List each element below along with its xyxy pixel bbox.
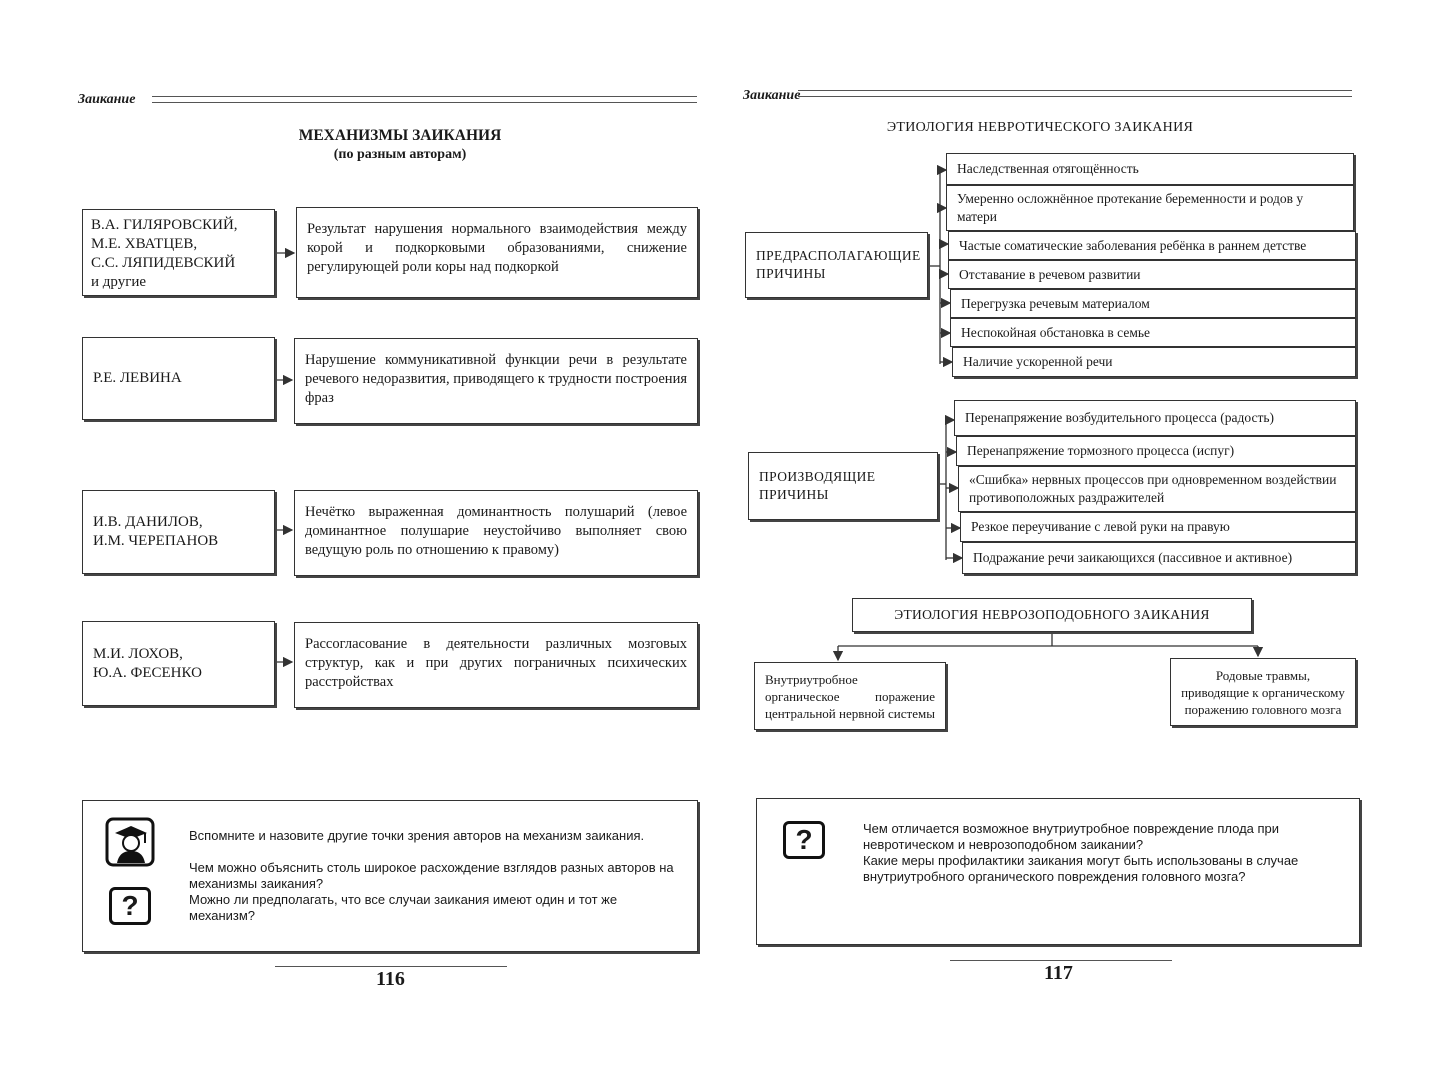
right-header-rule [798, 90, 1352, 97]
mechanism-box-2: Нарушение коммуникативной функции речи в результате речевого недоразвития, приводящего к трудности построения фраз [294, 338, 698, 424]
left-running-header: Заикание [78, 92, 136, 107]
predisposing-item-7: Наличие ускоренной речи [952, 347, 1356, 377]
producing-item-2: Перенапряжение тормозного процесса (испуг) [956, 436, 1356, 466]
author-3-text: И.В. ДАНИЛОВ, И.М. ЧЕРЕПАНОВ [93, 514, 219, 549]
left-page-number: 116 [376, 968, 405, 990]
predisposing-label-box: ПРЕДРАСПОЛАГАЮЩИЕ ПРИЧИНЫ [745, 232, 928, 298]
author-4-text: М.И. ЛОХОВ, Ю.А. ФЕСЕНКО [93, 645, 202, 681]
author-box-4 [82, 621, 275, 706]
predisposing-item-5: Перегрузка речевым материалом [950, 289, 1356, 318]
left-question-box [82, 800, 698, 952]
producing-item-4: Резкое переучивание с левой руки на правую [960, 512, 1356, 542]
right-page-number: 117 [1044, 962, 1073, 984]
neurosis-title-box: ЭТИОЛОГИЯ НЕВРОЗОПОДОБНОГО ЗАИКАНИЯ [852, 598, 1252, 632]
predisposing-item-3: Частые соматические заболевания ребёнка в раннем детстве [948, 231, 1356, 260]
author-box-3 [82, 490, 275, 574]
right-pagenum-rule [950, 960, 1172, 961]
question-mark-icon: ? [783, 821, 825, 859]
producing-item-5: Подражание речи заикающихся (пассивное и активное) [962, 542, 1356, 574]
mechanism-box-3: Нечётко выраженная доминантность полушарий (левое доминантное полушарие неустойчиво выполняет свою ведущую роль по отношению к правому) [294, 490, 698, 576]
left-pagenum-rule [275, 966, 507, 967]
neurosis-left-box: Внутриутробное органическое поражение центральной нервной системы [754, 662, 946, 730]
left-title: МЕХАНИЗМЫ ЗАИКАНИЯ [298, 127, 502, 144]
predisposing-item-1: Наследственная отягощённость [946, 153, 1354, 185]
mechanism-box-4: Рассогласование в деятельности различных мозговых структур, как и при других пограничных психических расстройствах [294, 622, 698, 708]
right-title: ЭТИОЛОГИЯ НЕВРОТИЧЕСКОГО ЗАИКАНИЯ [886, 120, 1194, 135]
predisposing-item-4: Отставание в речевом развитии [948, 260, 1356, 289]
author-box-2 [82, 337, 275, 420]
author-2-text: Р.Е. ЛЕВИНА [93, 370, 182, 386]
left-header-rule [152, 96, 697, 103]
neurosis-right-box: Родовые травмы, приводящие к органическому поражению головного мозга [1170, 658, 1356, 726]
left-question-text: Вспомните и назовите другие точки зрения авторов на механизм заикания. Чем можно объяснить столь широкое расхождение взглядов разных авторов на механизмы заикания? Можно ли предполагать, что все случаи заикания имеют один и тот же механизм? [189, 828, 674, 923]
scholar-head-icon [105, 817, 155, 867]
producing-label-box: ПРОИЗВОДЯЩИЕ ПРИЧИНЫ [748, 452, 938, 520]
predisposing-item-2: Умеренно осложнённое протекание беременности и родов у матери [946, 185, 1354, 231]
right-question-text: Чем отличается возможное внутриутробное повреждение плода при невротическом и неврозоподобном заикании? Какие меры профилактики заикания могут быть использованы в случае внутриутробного органического повреждения головного мозга? [863, 821, 1299, 884]
predisposing-item-6: Неспокойная обстановка в семье [950, 318, 1356, 347]
question-mark-icon: ? [109, 887, 151, 925]
right-running-header: Заикание [743, 88, 801, 103]
mechanism-box-1: Результат нарушения нормального взаимодействия между корой и подкорковыми образованиями, снижение регулирующей роли коры над подкоркой [296, 207, 698, 298]
author-box-1: В.А. ГИЛЯРОВСКИЙ, М.Е. ХВАТЦЕВ, С.С. ЛЯПИДЕВСКИЙ и другие [82, 209, 275, 296]
producing-item-3: «Сшибка» нервных процессов при одновременном воздействии противоположных раздражителей [958, 466, 1356, 512]
left-subtitle: (по разным авторам) [333, 147, 467, 162]
right-question-box [756, 798, 1360, 945]
producing-item-1: Перенапряжение возбудительного процесса (радость) [954, 400, 1356, 436]
